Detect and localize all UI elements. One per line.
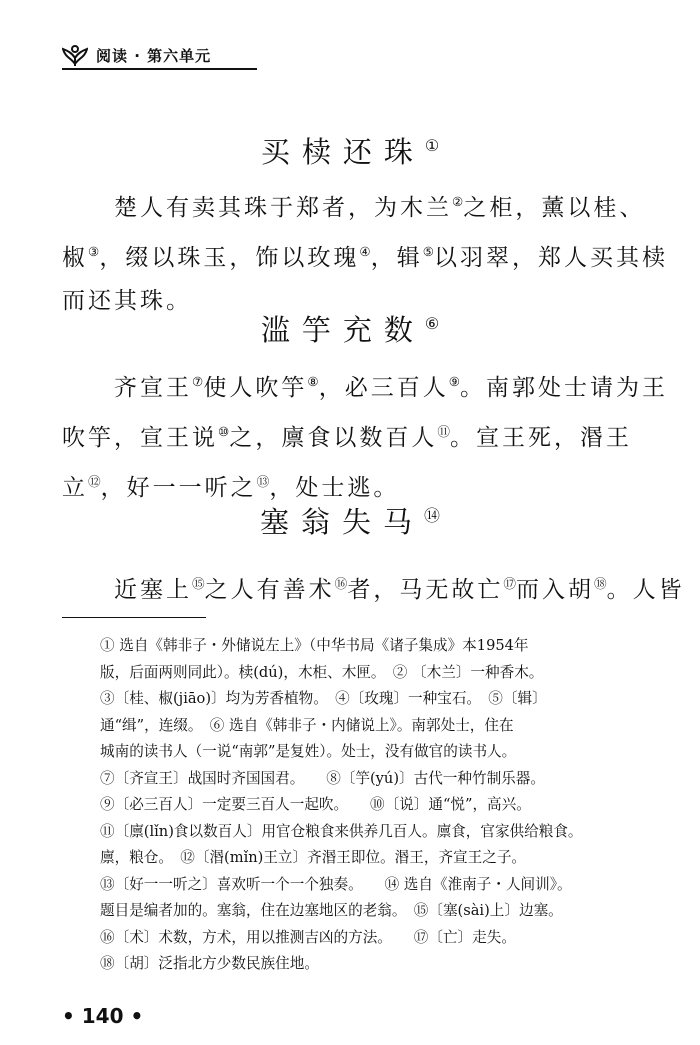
footnotes (100, 633, 675, 978)
header-section-label: 阅读 · 第六单元 (96, 46, 212, 65)
story-body (62, 360, 669, 510)
footnote-line: 廪，粮仓。 ⑫〔湣(mǐn)王立〕齐湣王即位。湣王，齐宣王之子。 (100, 849, 527, 866)
footnote-line: ⑱〔胡〕泛指北方少数民族住地。 (100, 955, 319, 972)
footnote-line: ⑦〔齐宣王〕战国时齐国国君。 ⑧〔竽(yú)〕古代一种竹制乐器。 (100, 769, 545, 787)
story-title-text: 滥竽充数 (260, 313, 425, 347)
footnote-separator (62, 617, 206, 618)
body-line: 楚人有卖其珠于郑者，为木兰②之柜，薰以桂、 (114, 194, 646, 221)
story-title (0, 130, 700, 171)
footnote-line: 通“缉”，连缀。 ⑥ 选自《韩非子・内储说上》。南郭处士，住在 (100, 716, 514, 734)
page-number: • 140 • (62, 1004, 144, 1028)
footnote-line: 城南的读书人（一说“南郭”是复姓）。处士，没有做官的读书人。 (100, 743, 517, 760)
footnote-line: ① 选自《韩非子・外储说左上》（中华书局《诸子集成》本1954年 (100, 637, 529, 654)
body-line: 而还其珠。 (62, 287, 192, 314)
story-title (0, 500, 700, 541)
running-header (62, 44, 211, 66)
book-logo-icon (62, 44, 88, 66)
body-line: 立⑫，好一一听之⑬，处士逃。 (62, 473, 400, 501)
title-note-marker: ⑭ (424, 505, 440, 525)
header-rule (62, 68, 257, 70)
story-body (62, 180, 669, 323)
footnote-line: ⑪〔廪(lǐn)食以数百人〕用官仓粮食来供养几百人。廪食，官家供给粮食。 (100, 822, 583, 840)
footnote-line: 版，后面两则同此）。椟(dú)，木柜、木匣。 ② 〔木兰〕一种香木。 (100, 663, 544, 681)
title-note-marker: ① (424, 135, 440, 155)
footnote-line: ⑨〔必三百人〕一定要三百人一起吹。 ⑩〔说〕通“悦”，高兴。 (100, 796, 531, 813)
title-note-marker: ⑥ (424, 313, 440, 333)
body-line: 椒③，缀以珠玉，饰以玫瑰④，辑⑤以羽翠，郑人买其椟 (62, 243, 669, 271)
story-body (62, 562, 685, 612)
footnote-line: ③〔桂、椒(jiāo)〕均为芳香植物。 ④〔玫瑰〕一种宝石。 ⑤〔辑〕 (100, 690, 547, 707)
body-line: 吹竽，宣王说⑩之，廪食以数百人⑪。宣王死，湣王 (62, 423, 632, 451)
footnote-line: ⑯〔术〕术数，方术，用以推测吉凶的方法。 ⑰〔亡〕走失。 (100, 928, 516, 946)
body-line: 近塞上⑮之人有善术⑯者，马无故亡⑰而入胡⑱。人皆 (114, 576, 685, 603)
story-title-text: 塞翁失马 (260, 505, 425, 539)
story-title-text: 买椟还珠 (260, 135, 425, 169)
body-line: 齐宣王⑦使人吹竽⑧，必三百人⑨。南郭处士请为王 (114, 374, 669, 401)
story-title (0, 308, 700, 349)
footnote-line: 题目是编者加的。塞翁，住在边塞地区的老翁。 ⑮〔塞(sài)上〕边塞。 (100, 902, 563, 919)
footnote-line: ⑬〔好一一听之〕喜欢听一个一个独奏。 ⑭ 选自《淮南子・人间训》。 (100, 875, 572, 893)
